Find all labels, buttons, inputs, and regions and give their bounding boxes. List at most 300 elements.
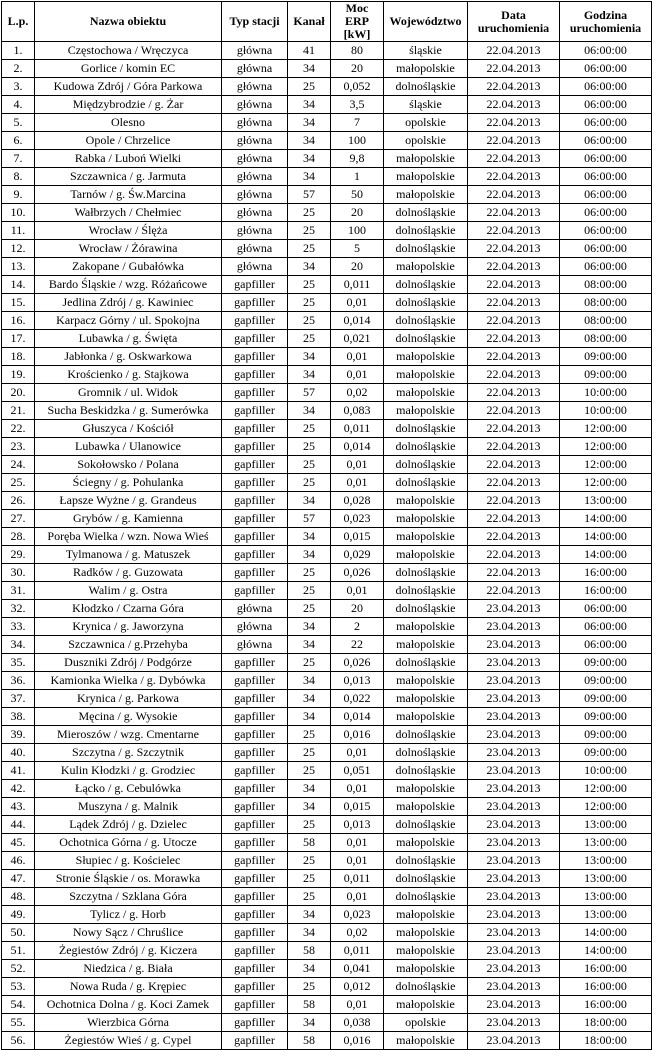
cell-voivodeship: małopolskie — [384, 546, 468, 564]
cell-channel: 25 — [288, 420, 331, 438]
cell-launch-time: 06:00:00 — [560, 618, 652, 636]
cell-erp-power: 0,083 — [331, 402, 384, 420]
cell-channel: 34 — [288, 672, 331, 690]
cell-station-type: główna — [222, 600, 288, 618]
cell-erp-power: 0,011 — [331, 870, 384, 888]
cell-voivodeship: dolnośląskie — [384, 240, 468, 258]
cell-launch-date: 23.04.2013 — [468, 654, 560, 672]
cell-object-name: Wrocław / Żórawina — [35, 240, 222, 258]
cell-object-name: Łącko / g. Cebulówka — [35, 780, 222, 798]
cell-erp-power: 0,01 — [331, 852, 384, 870]
cell-channel: 58 — [288, 942, 331, 960]
cell-launch-date: 23.04.2013 — [468, 726, 560, 744]
table-row — [2, 672, 652, 690]
table-row — [2, 78, 652, 96]
cell-station-type: główna — [222, 204, 288, 222]
cell-launch-time: 13:00:00 — [560, 834, 652, 852]
table-row — [2, 438, 652, 456]
cell-launch-date: 23.04.2013 — [468, 816, 560, 834]
cell-voivodeship: małopolskie — [384, 834, 468, 852]
cell-launch-date: 22.04.2013 — [468, 474, 560, 492]
cell-station-type: gapfiller — [222, 384, 288, 402]
cell-voivodeship: małopolskie — [384, 150, 468, 168]
table-row — [2, 384, 652, 402]
cell-erp-power: 80 — [331, 42, 384, 60]
cell-voivodeship: dolnośląskie — [384, 582, 468, 600]
table-row — [2, 906, 652, 924]
cell-voivodeship: małopolskie — [384, 618, 468, 636]
table-row — [2, 330, 652, 348]
cell-object-name: Muszyna / g. Malnik — [35, 798, 222, 816]
cell-channel: 34 — [288, 132, 331, 150]
cell-station-type: główna — [222, 618, 288, 636]
table-row — [2, 420, 652, 438]
cell-erp-power: 0,02 — [331, 924, 384, 942]
cell-lp: 11. — [2, 222, 35, 240]
cell-station-type: gapfiller — [222, 726, 288, 744]
cell-channel: 34 — [288, 366, 331, 384]
cell-launch-time: 08:00:00 — [560, 276, 652, 294]
cell-launch-time: 06:00:00 — [560, 168, 652, 186]
cell-lp: 27. — [2, 510, 35, 528]
cell-launch-time: 13:00:00 — [560, 870, 652, 888]
cell-channel: 25 — [288, 276, 331, 294]
cell-lp: 42. — [2, 780, 35, 798]
cell-channel: 34 — [288, 1014, 331, 1032]
cell-launch-date: 23.04.2013 — [468, 870, 560, 888]
cell-station-type: gapfiller — [222, 816, 288, 834]
table-row — [2, 366, 652, 384]
cell-launch-date: 22.04.2013 — [468, 546, 560, 564]
cell-voivodeship: małopolskie — [384, 672, 468, 690]
cell-launch-time: 09:00:00 — [560, 708, 652, 726]
cell-station-type: gapfiller — [222, 906, 288, 924]
cell-channel: 34 — [288, 114, 331, 132]
header-station-type: Typ stacji — [222, 2, 288, 42]
cell-lp: 18. — [2, 348, 35, 366]
cell-object-name: Nowa Ruda / g. Krępiec — [35, 978, 222, 996]
cell-erp-power: 5 — [331, 240, 384, 258]
cell-station-type: gapfiller — [222, 978, 288, 996]
cell-channel: 25 — [288, 654, 331, 672]
cell-launch-date: 22.04.2013 — [468, 564, 560, 582]
cell-object-name: Stronie Śląskie / os. Morawka — [35, 870, 222, 888]
cell-erp-power: 0,026 — [331, 654, 384, 672]
cell-voivodeship: małopolskie — [384, 798, 468, 816]
cell-voivodeship: dolnośląskie — [384, 312, 468, 330]
table-row — [2, 258, 652, 276]
cell-channel: 57 — [288, 510, 331, 528]
cell-object-name: Kudowa Zdrój / Góra Parkowa — [35, 78, 222, 96]
cell-station-type: gapfiller — [222, 708, 288, 726]
cell-voivodeship: małopolskie — [384, 168, 468, 186]
cell-launch-date: 22.04.2013 — [468, 42, 560, 60]
cell-voivodeship: dolnośląskie — [384, 600, 468, 618]
cell-channel: 25 — [288, 852, 331, 870]
cell-channel: 34 — [288, 528, 331, 546]
cell-object-name: Karpacz Górny / ul. Spokojna — [35, 312, 222, 330]
cell-object-name: Lubawka / Ulanowice — [35, 438, 222, 456]
cell-launch-date: 22.04.2013 — [468, 114, 560, 132]
cell-lp: 31. — [2, 582, 35, 600]
cell-channel: 34 — [288, 780, 331, 798]
cell-launch-date: 22.04.2013 — [468, 222, 560, 240]
cell-lp: 1. — [2, 42, 35, 60]
cell-object-name: Rabka / Luboń Wielki — [35, 150, 222, 168]
cell-channel: 25 — [288, 240, 331, 258]
cell-launch-time: 06:00:00 — [560, 600, 652, 618]
cell-voivodeship: dolnośląskie — [384, 330, 468, 348]
cell-launch-date: 22.04.2013 — [468, 348, 560, 366]
cell-launch-time: 10:00:00 — [560, 762, 652, 780]
cell-channel: 25 — [288, 978, 331, 996]
cell-launch-time: 06:00:00 — [560, 222, 652, 240]
cell-station-type: główna — [222, 96, 288, 114]
cell-launch-time: 16:00:00 — [560, 960, 652, 978]
cell-voivodeship: małopolskie — [384, 708, 468, 726]
cell-launch-date: 22.04.2013 — [468, 366, 560, 384]
cell-station-type: gapfiller — [222, 1014, 288, 1032]
cell-erp-power: 22 — [331, 636, 384, 654]
cell-erp-power: 0,052 — [331, 78, 384, 96]
table-row — [2, 798, 652, 816]
cell-object-name: Żegiestów Zdrój / g. Kiczera — [35, 942, 222, 960]
cell-channel: 58 — [288, 996, 331, 1014]
cell-voivodeship: dolnośląskie — [384, 654, 468, 672]
cell-lp: 12. — [2, 240, 35, 258]
table-row — [2, 708, 652, 726]
cell-station-type: gapfiller — [222, 798, 288, 816]
cell-voivodeship: dolnośląskie — [384, 474, 468, 492]
table-row — [2, 690, 652, 708]
cell-erp-power: 9,8 — [331, 150, 384, 168]
cell-object-name: Żegiestów Wieś / g. Cypel — [35, 1032, 222, 1050]
cell-station-type: gapfiller — [222, 888, 288, 906]
cell-lp: 15. — [2, 294, 35, 312]
cell-launch-date: 22.04.2013 — [468, 78, 560, 96]
table-row — [2, 222, 652, 240]
cell-voivodeship: opolskie — [384, 132, 468, 150]
cell-voivodeship: śląskie — [384, 96, 468, 114]
table-body — [2, 42, 652, 1050]
cell-launch-time: 06:00:00 — [560, 636, 652, 654]
cell-lp: 50. — [2, 924, 35, 942]
cell-voivodeship: małopolskie — [384, 510, 468, 528]
cell-erp-power: 0,01 — [331, 474, 384, 492]
cell-voivodeship: dolnośląskie — [384, 564, 468, 582]
cell-launch-time: 06:00:00 — [560, 42, 652, 60]
table-row — [2, 1032, 652, 1050]
cell-launch-time: 14:00:00 — [560, 510, 652, 528]
cell-erp-power: 0,013 — [331, 816, 384, 834]
cell-voivodeship: małopolskie — [384, 690, 468, 708]
table-row — [2, 762, 652, 780]
cell-erp-power: 0,014 — [331, 312, 384, 330]
cell-erp-power: 0,029 — [331, 546, 384, 564]
cell-object-name: Szczytna / Szklana Góra — [35, 888, 222, 906]
cell-launch-time: 08:00:00 — [560, 294, 652, 312]
cell-lp: 19. — [2, 366, 35, 384]
cell-station-type: gapfiller — [222, 402, 288, 420]
cell-erp-power: 50 — [331, 186, 384, 204]
cell-lp: 24. — [2, 456, 35, 474]
cell-launch-date: 22.04.2013 — [468, 96, 560, 114]
cell-station-type: gapfiller — [222, 492, 288, 510]
cell-erp-power: 0,01 — [331, 834, 384, 852]
cell-erp-power: 100 — [331, 222, 384, 240]
cell-launch-time: 06:00:00 — [560, 114, 652, 132]
cell-erp-power: 0,011 — [331, 942, 384, 960]
cell-channel: 25 — [288, 726, 331, 744]
cell-erp-power: 0,038 — [331, 1014, 384, 1032]
cell-lp: 13. — [2, 258, 35, 276]
cell-erp-power: 3,5 — [331, 96, 384, 114]
cell-lp: 51. — [2, 942, 35, 960]
cell-station-type: gapfiller — [222, 780, 288, 798]
cell-station-type: główna — [222, 60, 288, 78]
cell-channel: 25 — [288, 204, 331, 222]
cell-voivodeship: małopolskie — [384, 492, 468, 510]
cell-launch-date: 23.04.2013 — [468, 924, 560, 942]
cell-launch-time: 14:00:00 — [560, 924, 652, 942]
cell-object-name: Sokołowsko / Polana — [35, 456, 222, 474]
cell-erp-power: 0,021 — [331, 330, 384, 348]
cell-lp: 4. — [2, 96, 35, 114]
cell-erp-power: 0,015 — [331, 798, 384, 816]
cell-object-name: Gromnik / ul. Widok — [35, 384, 222, 402]
cell-voivodeship: dolnośląskie — [384, 204, 468, 222]
cell-launch-time: 13:00:00 — [560, 888, 652, 906]
cell-lp: 25. — [2, 474, 35, 492]
cell-erp-power: 100 — [331, 132, 384, 150]
table-row — [2, 564, 652, 582]
cell-launch-time: 12:00:00 — [560, 420, 652, 438]
cell-channel: 34 — [288, 150, 331, 168]
cell-object-name: Szczawnica / g.Przehyba — [35, 636, 222, 654]
cell-launch-date: 23.04.2013 — [468, 798, 560, 816]
cell-launch-time: 06:00:00 — [560, 204, 652, 222]
cell-erp-power: 0,02 — [331, 384, 384, 402]
cell-voivodeship: dolnośląskie — [384, 744, 468, 762]
cell-lp: 53. — [2, 978, 35, 996]
table-row — [2, 960, 652, 978]
cell-channel: 25 — [288, 600, 331, 618]
cell-launch-date: 23.04.2013 — [468, 1032, 560, 1050]
table-row — [2, 402, 652, 420]
cell-station-type: gapfiller — [222, 1032, 288, 1050]
cell-object-name: Zakopane / Gubałówka — [35, 258, 222, 276]
cell-erp-power: 0,01 — [331, 456, 384, 474]
cell-launch-time: 06:00:00 — [560, 150, 652, 168]
cell-launch-date: 23.04.2013 — [468, 852, 560, 870]
cell-erp-power: 0,01 — [331, 582, 384, 600]
cell-channel: 34 — [288, 618, 331, 636]
cell-voivodeship: dolnośląskie — [384, 852, 468, 870]
cell-station-type: gapfiller — [222, 438, 288, 456]
table-row — [2, 978, 652, 996]
cell-launch-date: 22.04.2013 — [468, 582, 560, 600]
cell-station-type: gapfiller — [222, 996, 288, 1014]
cell-object-name: Jabłonka / g. Oskwarkowa — [35, 348, 222, 366]
cell-voivodeship: dolnośląskie — [384, 276, 468, 294]
header-launch-time: Godzina uruchomienia — [560, 2, 652, 42]
cell-voivodeship: małopolskie — [384, 366, 468, 384]
cell-lp: 14. — [2, 276, 35, 294]
cell-object-name: Łapsze Wyżne / g. Grandeus — [35, 492, 222, 510]
cell-launch-time: 13:00:00 — [560, 492, 652, 510]
cell-launch-date: 23.04.2013 — [468, 672, 560, 690]
cell-launch-date: 22.04.2013 — [468, 420, 560, 438]
cell-voivodeship: małopolskie — [384, 960, 468, 978]
table-row — [2, 744, 652, 762]
cell-launch-date: 22.04.2013 — [468, 60, 560, 78]
cell-channel: 25 — [288, 222, 331, 240]
cell-erp-power: 0,028 — [331, 492, 384, 510]
table-row — [2, 834, 652, 852]
cell-voivodeship: małopolskie — [384, 924, 468, 942]
cell-voivodeship: dolnośląskie — [384, 222, 468, 240]
header-row — [2, 2, 652, 42]
cell-lp: 9. — [2, 186, 35, 204]
cell-lp: 48. — [2, 888, 35, 906]
cell-launch-time: 08:00:00 — [560, 330, 652, 348]
cell-station-type: gapfiller — [222, 654, 288, 672]
cell-channel: 58 — [288, 834, 331, 852]
cell-station-type: główna — [222, 240, 288, 258]
table-row — [2, 96, 652, 114]
cell-lp: 8. — [2, 168, 35, 186]
cell-launch-time: 18:00:00 — [560, 1032, 652, 1050]
cell-voivodeship: dolnośląskie — [384, 78, 468, 96]
cell-launch-date: 23.04.2013 — [468, 600, 560, 618]
cell-object-name: Walim / g. Ostra — [35, 582, 222, 600]
cell-object-name: Gorlice / komin EC — [35, 60, 222, 78]
cell-channel: 34 — [288, 690, 331, 708]
cell-erp-power: 0,01 — [331, 996, 384, 1014]
cell-channel: 34 — [288, 960, 331, 978]
cell-object-name: Ochotnica Dolna / g. Koci Zamek — [35, 996, 222, 1014]
table-row — [2, 528, 652, 546]
cell-voivodeship: dolnośląskie — [384, 870, 468, 888]
cell-object-name: Duszniki Zdrój / Podgórze — [35, 654, 222, 672]
cell-erp-power: 0,01 — [331, 780, 384, 798]
cell-object-name: Lądek Zdrój / g. Dzielec — [35, 816, 222, 834]
cell-launch-date: 23.04.2013 — [468, 690, 560, 708]
cell-lp: 35. — [2, 654, 35, 672]
cell-launch-date: 23.04.2013 — [468, 618, 560, 636]
cell-channel: 25 — [288, 582, 331, 600]
cell-launch-date: 23.04.2013 — [468, 636, 560, 654]
cell-channel: 34 — [288, 258, 331, 276]
cell-channel: 34 — [288, 96, 331, 114]
cell-station-type: gapfiller — [222, 870, 288, 888]
cell-voivodeship: dolnośląskie — [384, 456, 468, 474]
cell-channel: 25 — [288, 762, 331, 780]
cell-station-type: gapfiller — [222, 762, 288, 780]
cell-launch-time: 12:00:00 — [560, 474, 652, 492]
cell-launch-date: 22.04.2013 — [468, 240, 560, 258]
cell-channel: 25 — [288, 330, 331, 348]
cell-voivodeship: dolnośląskie — [384, 420, 468, 438]
table-row — [2, 204, 652, 222]
cell-launch-time: 14:00:00 — [560, 546, 652, 564]
cell-object-name: Tylicz / g. Horb — [35, 906, 222, 924]
header-channel: Kanał — [288, 2, 331, 42]
cell-erp-power: 0,01 — [331, 888, 384, 906]
cell-station-type: gapfiller — [222, 834, 288, 852]
cell-lp: 6. — [2, 132, 35, 150]
table-row — [2, 942, 652, 960]
cell-launch-date: 23.04.2013 — [468, 708, 560, 726]
cell-launch-time: 09:00:00 — [560, 654, 652, 672]
cell-erp-power: 0,01 — [331, 348, 384, 366]
cell-object-name: Poręba Wielka / wzn. Nowa Wieś — [35, 528, 222, 546]
cell-station-type: gapfiller — [222, 960, 288, 978]
cell-lp: 49. — [2, 906, 35, 924]
cell-object-name: Krościenko / g. Stajkowa — [35, 366, 222, 384]
cell-voivodeship: dolnośląskie — [384, 762, 468, 780]
cell-station-type: gapfiller — [222, 420, 288, 438]
table-row — [2, 654, 652, 672]
cell-voivodeship: dolnośląskie — [384, 294, 468, 312]
cell-station-type: gapfiller — [222, 312, 288, 330]
cell-station-type: gapfiller — [222, 294, 288, 312]
cell-voivodeship: małopolskie — [384, 402, 468, 420]
cell-lp: 33. — [2, 618, 35, 636]
cell-object-name: Jedlina Zdrój / g. Kawiniec — [35, 294, 222, 312]
cell-channel: 25 — [288, 456, 331, 474]
cell-object-name: Olesno — [35, 114, 222, 132]
table-row — [2, 600, 652, 618]
cell-launch-time: 09:00:00 — [560, 672, 652, 690]
cell-object-name: Kulin Kłodzki / g. Grodziec — [35, 762, 222, 780]
cell-launch-time: 09:00:00 — [560, 348, 652, 366]
cell-voivodeship: małopolskie — [384, 258, 468, 276]
cell-station-type: główna — [222, 636, 288, 654]
cell-erp-power: 20 — [331, 258, 384, 276]
cell-object-name: Opole / Chrzelice — [35, 132, 222, 150]
cell-erp-power: 7 — [331, 114, 384, 132]
cell-launch-date: 22.04.2013 — [468, 492, 560, 510]
cell-channel: 25 — [288, 564, 331, 582]
cell-launch-time: 09:00:00 — [560, 726, 652, 744]
cell-launch-time: 08:00:00 — [560, 312, 652, 330]
table-row — [2, 582, 652, 600]
cell-erp-power: 0,01 — [331, 366, 384, 384]
cell-station-type: gapfiller — [222, 582, 288, 600]
table-row — [2, 996, 652, 1014]
cell-station-type: gapfiller — [222, 942, 288, 960]
cell-voivodeship: małopolskie — [384, 528, 468, 546]
cell-object-name: Bardo Śląskie / wzg. Różańcowe — [35, 276, 222, 294]
cell-launch-time: 06:00:00 — [560, 240, 652, 258]
cell-launch-date: 23.04.2013 — [468, 960, 560, 978]
cell-launch-time: 10:00:00 — [560, 384, 652, 402]
cell-station-type: gapfiller — [222, 672, 288, 690]
cell-erp-power: 20 — [331, 204, 384, 222]
cell-channel: 34 — [288, 402, 331, 420]
cell-lp: 10. — [2, 204, 35, 222]
cell-launch-date: 22.04.2013 — [468, 330, 560, 348]
cell-lp: 43. — [2, 798, 35, 816]
cell-launch-date: 22.04.2013 — [468, 168, 560, 186]
cell-lp: 45. — [2, 834, 35, 852]
cell-launch-time: 06:00:00 — [560, 132, 652, 150]
cell-launch-date: 22.04.2013 — [468, 384, 560, 402]
cell-erp-power: 0,016 — [331, 1032, 384, 1050]
cell-lp: 39. — [2, 726, 35, 744]
cell-station-type: główna — [222, 78, 288, 96]
